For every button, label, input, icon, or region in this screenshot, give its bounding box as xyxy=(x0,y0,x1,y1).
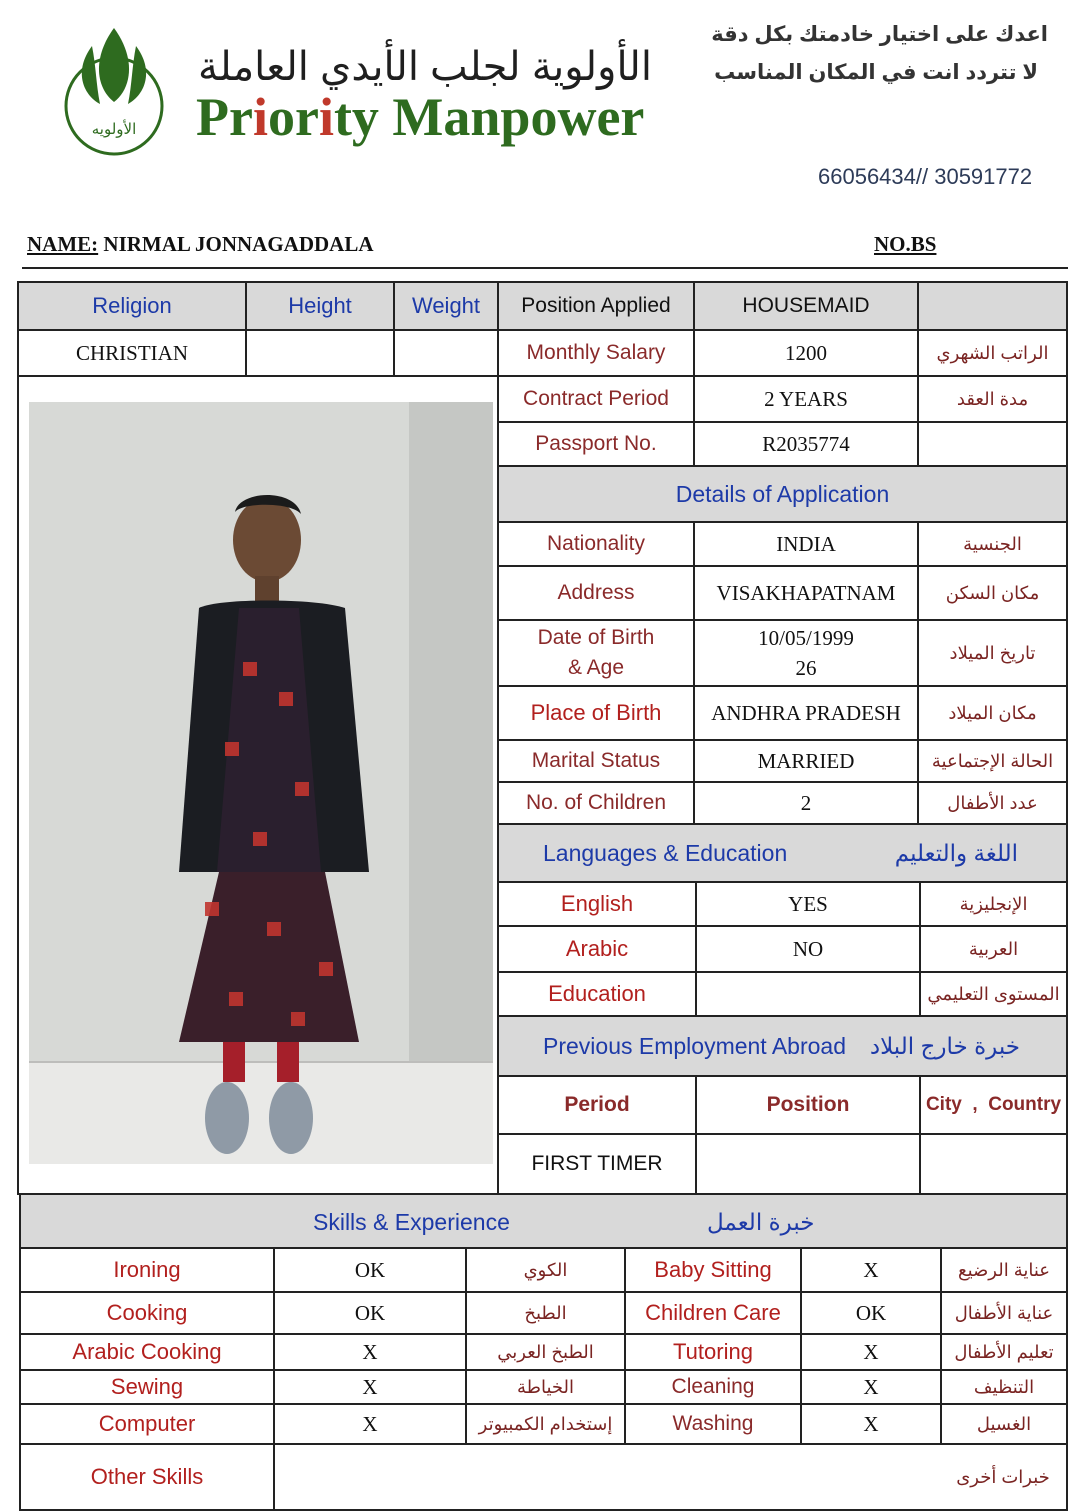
skill-baby-sitting-label: Baby Sitting xyxy=(624,1247,802,1293)
skill-tutoring-value: X xyxy=(800,1333,942,1371)
brand-name-arabic: الأولوية لجلب الأيدي العاملة xyxy=(198,45,652,89)
skill-computer-arabic: إستخدام الكمبيوتر xyxy=(465,1403,626,1445)
weight-value xyxy=(393,329,499,377)
applicant-name: NIRMAL JONNAGADDALA xyxy=(103,232,374,256)
applicant-name-line xyxy=(27,232,374,257)
place-of-birth-arabic: مكان الميلاد xyxy=(917,685,1068,741)
period-value: FIRST TIMER xyxy=(497,1133,697,1195)
address-value: VISAKHAPATNAM xyxy=(693,565,919,621)
marital-status-arabic: الحالة الإجتماعية xyxy=(917,739,1068,783)
place-of-birth-label: Place of Birth xyxy=(497,685,695,741)
skill-ironing-label: Ironing xyxy=(19,1247,275,1293)
languages-title-arabic: اللغة والتعليم xyxy=(894,839,1018,866)
position-applied-value: HOUSEMAID xyxy=(693,281,919,331)
phone-numbers: 66056434// 30591772 xyxy=(818,164,1033,189)
skills-title: Skills & Experience xyxy=(313,1209,510,1235)
contract-period-label: Contract Period xyxy=(497,375,695,423)
city-country-value xyxy=(919,1133,1068,1195)
skill-cooking-arabic: الطبخ xyxy=(465,1291,626,1335)
skill-arabic-cooking-value: X xyxy=(273,1333,467,1371)
skill-washing-label: Washing xyxy=(624,1403,802,1445)
height-value xyxy=(245,329,395,377)
nationality-label: Nationality xyxy=(497,521,695,567)
arabic-value: NO xyxy=(695,925,921,973)
skill-ironing-value: OK xyxy=(273,1247,467,1293)
children-arabic: عدد الأطفال xyxy=(917,781,1068,825)
english-label: English xyxy=(497,881,697,927)
skill-children-care-label: Children Care xyxy=(624,1291,802,1335)
education-value xyxy=(695,971,921,1017)
passport-arabic-cell xyxy=(917,421,1068,467)
skill-cleaning-arabic: التنظيف xyxy=(940,1369,1068,1405)
marital-status-label: Marital Status xyxy=(497,739,695,783)
logo-text: الأولويه xyxy=(91,120,137,138)
dob-age-label: Date of Birth & Age xyxy=(497,619,695,687)
company-logo xyxy=(52,18,174,158)
skill-children-care-value: OK xyxy=(800,1291,942,1335)
address-arabic: مكان السكن xyxy=(917,565,1068,621)
monthly-salary-arabic: الراتب الشهري xyxy=(917,329,1068,377)
skill-arabic-cooking-label: Arabic Cooking xyxy=(19,1333,275,1371)
monthly-salary-label: Monthly Salary xyxy=(497,329,695,377)
skill-washing-arabic: الغسيل xyxy=(940,1403,1068,1445)
skill-computer-label: Computer xyxy=(19,1403,275,1445)
marital-status-value: MARRIED xyxy=(693,739,919,783)
english-value: YES xyxy=(695,881,921,927)
position-header: Position xyxy=(695,1075,921,1135)
position-value xyxy=(695,1133,921,1195)
skill-washing-value: X xyxy=(800,1403,942,1445)
divider xyxy=(22,267,1068,269)
religion-header: Religion xyxy=(17,281,247,331)
education-label: Education xyxy=(497,971,697,1017)
contract-period-value: 2 YEARS xyxy=(693,375,919,423)
position-arabic-cell xyxy=(917,281,1068,331)
name-label: NAME: xyxy=(27,232,99,256)
skill-sewing-value: X xyxy=(273,1369,467,1405)
weight-header: Weight xyxy=(393,281,499,331)
skill-cleaning-value: X xyxy=(800,1369,942,1405)
employment-section-title xyxy=(497,1015,1068,1077)
skill-cooking-value: OK xyxy=(273,1291,467,1335)
tagline-1: اعدك على اختيار خادمتك بكل دقة xyxy=(711,23,1048,46)
skill-baby-sitting-value: X xyxy=(800,1247,942,1293)
city-country-header: City , Country xyxy=(919,1075,1068,1135)
passport-label: Passport No. xyxy=(497,421,695,467)
skills-title-arabic: خبرة العمل xyxy=(707,1209,815,1235)
height-header: Height xyxy=(245,281,395,331)
skill-ironing-arabic: الكوي xyxy=(465,1247,626,1293)
skill-children-care-arabic: عناية الأطفال xyxy=(940,1291,1068,1335)
dob-arabic: تاريخ الميلاد xyxy=(917,619,1068,687)
english-arabic: الإنجليزية xyxy=(919,881,1068,927)
applicant-photo xyxy=(29,402,493,1164)
details-section-title: Details of Application xyxy=(497,465,1068,523)
skill-arabic-cooking-arabic: الطبخ العربي xyxy=(465,1333,626,1371)
skill-tutoring-arabic: تعليم الأطفال xyxy=(940,1333,1068,1371)
skill-computer-value: X xyxy=(273,1403,467,1445)
period-header: Period xyxy=(497,1075,697,1135)
address-label: Address xyxy=(497,565,695,621)
monthly-salary-value: 1200 xyxy=(693,329,919,377)
age-value: 26 xyxy=(795,656,817,680)
religion-value: CHRISTIAN xyxy=(17,329,247,377)
employment-title-arabic: خبرة خارج البلاد xyxy=(869,1032,1020,1059)
skill-sewing-arabic: الخياطة xyxy=(465,1369,626,1405)
arabic-arabic: العربية xyxy=(919,925,1068,973)
employment-title: Previous Employment Abroad xyxy=(543,1032,846,1059)
skill-cooking-label: Cooking xyxy=(19,1291,275,1335)
arabic-label: Arabic xyxy=(497,925,697,973)
children-value: 2 xyxy=(693,781,919,825)
other-skills-arabic: خبرات أخرى xyxy=(940,1443,1068,1511)
skills-section-title xyxy=(19,1193,1068,1249)
position-applied-label: Position Applied xyxy=(497,281,695,331)
dob-age-value xyxy=(693,619,919,687)
skill-tutoring-label: Tutoring xyxy=(624,1333,802,1371)
tagline-2: لا تتردد انت في المكان المناسب xyxy=(714,61,1038,84)
skill-sewing-label: Sewing xyxy=(19,1369,275,1405)
reference-number-label: NO.BS xyxy=(874,232,937,256)
education-arabic: المستوى التعليمي xyxy=(919,971,1068,1017)
skill-baby-sitting-arabic: عناية الرضيع xyxy=(940,1247,1068,1293)
passport-value: R2035774 xyxy=(693,421,919,467)
place-of-birth-value: ANDHRA PRADESH xyxy=(693,685,919,741)
languages-section-title xyxy=(497,823,1068,883)
other-skills-label: Other Skills xyxy=(19,1443,275,1511)
nationality-value: INDIA xyxy=(693,521,919,567)
skill-cleaning-label: Cleaning xyxy=(624,1369,802,1405)
languages-title: Languages & Education xyxy=(543,839,788,866)
nationality-arabic: الجنسية xyxy=(917,521,1068,567)
other-skills-value xyxy=(273,1443,942,1511)
children-label: No. of Children xyxy=(497,781,695,825)
brand-name-english: Priority Manpower xyxy=(196,87,645,147)
contract-period-arabic: مدة العقد xyxy=(917,375,1068,423)
dob-value: 10/05/1999 xyxy=(758,626,854,650)
